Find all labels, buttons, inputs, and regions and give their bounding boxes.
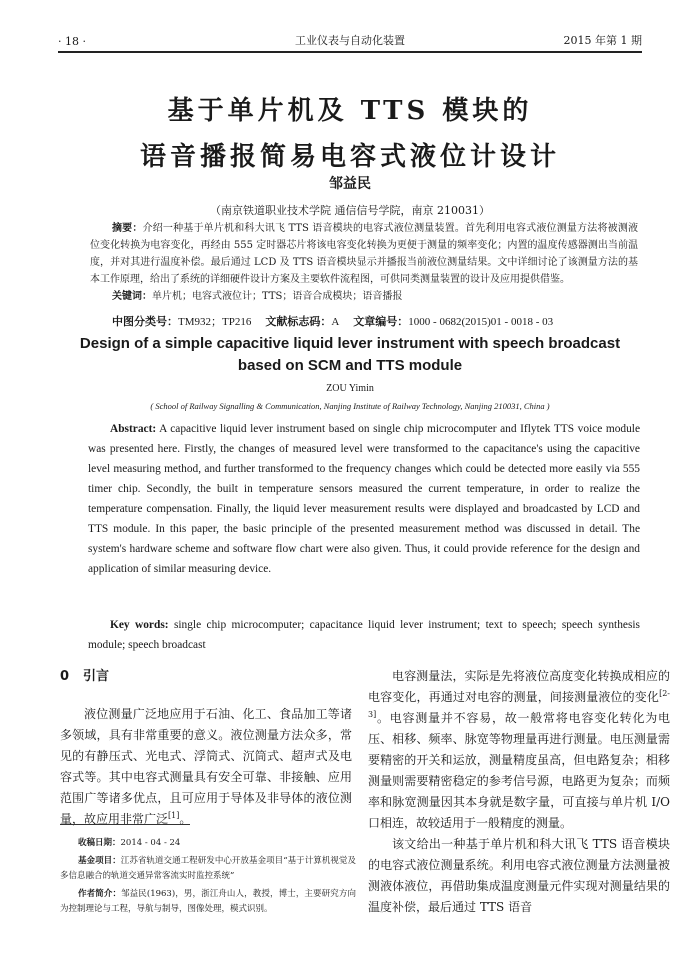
body-right-column: [368, 666, 670, 918]
system-paragraph: 该文给出一种基于单片机和科大讯飞 TTS 语音模块的电容式液位测量系统。利用电容式液位测量方法测量被测液体液位，再借助集成温度测量元件实现对测量结果的温度补偿，最后通过 TTS 语音: [368, 837, 670, 914]
doc-value: A: [331, 316, 340, 328]
author-en: ZOU Yimin: [326, 383, 374, 394]
section-title: 引言: [83, 669, 110, 684]
footnotes: [60, 836, 356, 920]
clc-number: [112, 313, 251, 329]
body-left-column: [60, 666, 352, 830]
keywords-cn-label: 关键词：: [112, 291, 152, 302]
affiliation-en: ( School of Railway Signalling & Communication, Nanjing Institute of Railway Technology, Nanjing 210031, China ): [150, 401, 550, 411]
clc-label: 中图分类号：: [112, 315, 178, 328]
intro-end: 。: [179, 812, 192, 826]
title-cn-line2: 语音播报简易电容式液位计设计: [139, 142, 560, 172]
section-heading: [60, 666, 352, 687]
author-cn: 邹益民: [329, 176, 371, 192]
page-number: · 18 ·: [58, 35, 86, 48]
article-number: [353, 313, 553, 329]
fund-value: 江苏省轨道交通工程研发中心开放基金项目“基于计算机视觉及多信息融合的轨道交通异常客流实时监控系统”: [60, 856, 356, 881]
abstract-en: [88, 419, 640, 579]
article-label: 文章编号：: [353, 315, 409, 328]
issue-label: 2015 年第 1 期: [563, 34, 642, 47]
received-date: [60, 836, 356, 851]
received-label: 收稿日期：: [78, 838, 121, 848]
abstract-cn-paragraph: [90, 220, 638, 288]
keywords-en-label: Key words:: [110, 619, 169, 631]
doc-label: 文献标志码：: [265, 315, 332, 328]
keywords-cn: [90, 288, 638, 305]
title-en: Design of a simple capacitive liquid lever instrument with speech broadcast based on SCM and TTS module: [79, 335, 621, 374]
abstract-en-paragraph: [88, 419, 640, 579]
method-text-a: 电容测量法，实际是先将液位高度变化转换成相应的电容变化，再通过对电容的测量，间接测量液位的变化: [368, 669, 670, 704]
method-paragraph: [368, 666, 670, 834]
method-text-b: 。电容测量并不容易，故一般常将电容变化转化为电压、相移、频率、脉宽等物理量再进行测量。电压测量需要精密的开关和运放，测量精度虽高，但电路复杂；相移测量则需要精密稳定的参考信号源，电路更为复杂；而频率和脉宽测量因其本身就是数字量，可直接与单片机 I/O 口相连，故较适用于一般精度的测量。: [368, 711, 670, 830]
running-header: [58, 26, 642, 53]
keywords-en-text: single chip microcomputer; capacitance liquid lever instrument; text to speech; speech synthesis module; speech broadcast: [88, 619, 640, 651]
abstract-cn-text: 介绍一种基于单片机和科大讯飞 TTS 语音模块的电容式液位测量装置。首先利用电容式液位测量方法将被测液位变化转换为电容变化，再经由 555 定时器芯片将该电容变化转换为更便于测量的频率变化；内置的温度传感器测出当前温度，并对其进行温度补偿。最后通过 LCD 及 TTS 语音模块显示并播报当前液位测量结果。文中详细讨论了该测量方法的基本工作原理，给出了系统的详细硬件设计方案及主要软件流程图，可供同类测量装置的设计及应用提供借鉴。: [90, 223, 639, 285]
citation: [2-3]: [368, 689, 670, 719]
received-value: 2014 - 04 - 24: [120, 838, 181, 848]
abstract-en-text: A capacitive liquid lever instrument based on single chip microcomputer and Iflytek TTS voice module was presented here. Firstly, the changes of measured level were transformed to the capacitance's using the capacitive level measuring method, and further transformed to the frequency changes which could be detected more easily via 555 timer chip. Secondly, the built in temperature sensors measured the current temperature, in order to realize the temperature compensation. Finally, the liquid lever measurement results were displayed and broadcasted by LCD and TTS module. In this paper, the basic principle of the presented measurement method was discussed in detail. The system's hardware scheme and software flow chart were also given. Thus, it could provide reference for the design and application of similar measuring device.: [88, 423, 641, 575]
intro-paragraph: [60, 704, 352, 830]
author-bio: [60, 887, 356, 917]
intro-text: 液位测量广泛地应用于石油、化工、食品加工等诸多领域，具有非常重要的意义。液位测量方法众多，常见的有静压式、光电式、浮筒式、沉筒式、超声式及电容式等。其中电容式测量具有安全可靠、非接触、应用范围广等诸多优点，且可应用于导体及非导体的液位测量，故应用非常广泛: [60, 707, 352, 826]
abstract-cn-label: 摘要：: [112, 223, 143, 234]
journal-name: 工业仪表与自动化装置: [295, 34, 405, 47]
abstract-cn: [90, 220, 638, 305]
keywords-cn-text: 单片机；电容式液位计；TTS；语音合成模块；语音播报: [152, 291, 403, 302]
citation: [1]: [168, 811, 180, 820]
abstract-en-label: Abstract:: [110, 423, 157, 435]
doc-code: [265, 313, 339, 329]
article-value: 1000 - 0682(2015)01 - 0018 - 03: [408, 316, 554, 328]
classification-line: [112, 313, 638, 329]
section-number: 0: [60, 669, 70, 684]
bio-value: 邹益民(1963)，男，浙江舟山人，教授，博士，主要研究方向为控制理论与工程，导航与制导，图像处理，模式识别。: [60, 889, 356, 914]
keywords-en: [88, 615, 640, 655]
title-cn-line1: 基于单片机及 TTS 模块的: [167, 96, 533, 126]
fund-note: [60, 854, 356, 884]
footnote-rule: [60, 824, 190, 825]
bio-label: 作者简介：: [78, 889, 122, 899]
clc-value: TM932；TP216: [178, 316, 252, 328]
keywords-en-paragraph: [88, 615, 640, 655]
affiliation-cn: （南京铁道职业技术学院 通信信号学院，南京 210031）: [210, 204, 490, 217]
fund-label: 基金项目：: [78, 856, 121, 866]
